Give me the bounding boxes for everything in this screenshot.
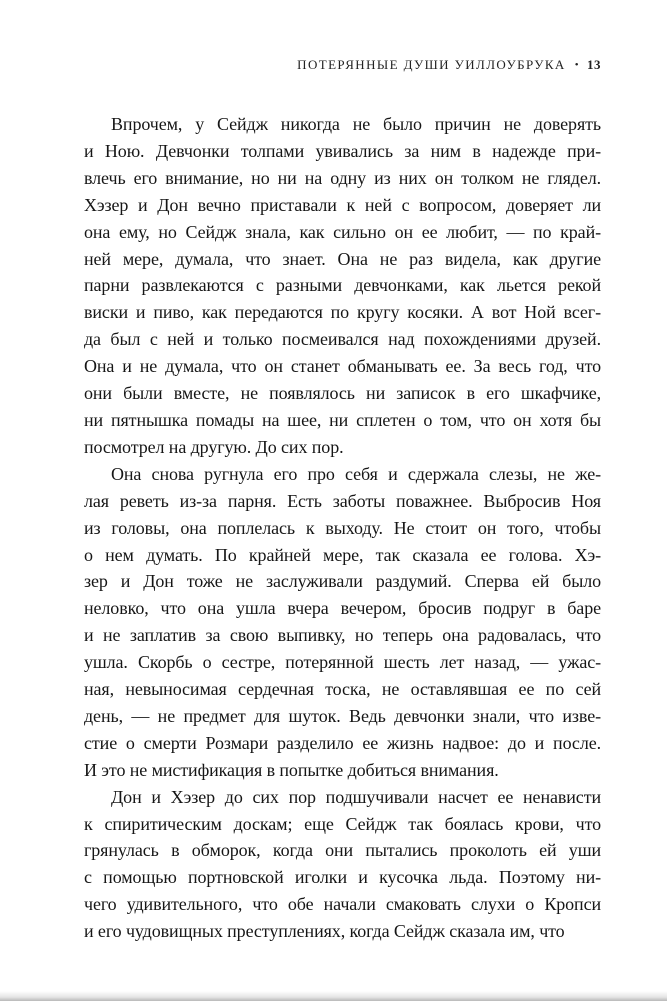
text-line: Она и не думала, что он станет обманывать ее. За весь год, что: [84, 356, 601, 377]
text-line: посмотрел на другую. До сих пор.: [84, 436, 344, 457]
paragraph: [84, 111, 601, 461]
text-line: виски и пиво, как передаются по кругу косяки. А вот Ной всег-: [84, 302, 601, 323]
text-line: из головы, она поплелась к выходу. Не стоит он того, чтобы: [84, 517, 601, 538]
text-line: грянулась в обморок, когда они пытались проколоть ей уши: [84, 840, 601, 861]
text-line: они были вместе, не появлялось ни записок в его шкафчике,: [84, 383, 601, 404]
text-line: с помощью портновской иголки и кусочка льда. Поэтому ни-: [84, 867, 601, 888]
text-line: и его чудовищных преступлениях, когда Сейдж сказала им, что: [84, 921, 565, 942]
text-line: И это не мистификация в попытке добиться внимания.: [84, 759, 499, 780]
text-line: да был с ней и только посмеивался над похождениями друзей.: [84, 329, 601, 350]
running-header: [84, 57, 601, 73]
text-line: к спиритическим доскам; еще Сейдж так боялась крови, что: [84, 813, 601, 834]
text-line: ни пятнышка помады на шее, ни сплетен о том, что он хотя бы: [84, 409, 601, 430]
text-line: парни развлекаются с разными девчонками, как льется рекой: [84, 275, 601, 296]
text-line: ушла. Скорбь о сестре, потерянной шесть лет назад, — ужас-: [84, 652, 601, 673]
text-line: Хэзер и Дон вечно приставали к ней с вопросом, доверяет ли: [84, 194, 601, 215]
text-line: и Ною. Девчонки толпами увивались за ним в надежде при-: [84, 140, 601, 161]
text-line: день, — не предмет для шуток. Ведь девчонки знали, что изве-: [84, 705, 601, 726]
text-line: Впрочем, у Сейдж никогда не было причин не доверять: [111, 114, 601, 134]
header-separator: •: [574, 59, 580, 71]
paragraph: [84, 461, 601, 784]
text-line: она ему, но Сейдж знала, как сильно он ее любит, — по край-: [84, 221, 601, 242]
text-line: стие о смерти Розмари разделило ее жизнь надвое: до и после.: [84, 732, 601, 753]
text-line: о нем думать. По крайней мере, так сказала ее голова. Хэ-: [84, 544, 601, 565]
running-title: ПОТЕРЯННЫЕ ДУШИ УИЛЛОУБРУКА: [297, 57, 566, 72]
text-line: и не заплатив за свою выпивку, но теперь она радовалась, что: [84, 625, 601, 646]
text-line: ней мере, думала, что знает. Она не раз видела, как другие: [84, 248, 601, 269]
text-line: Дон и Хэзер до сих пор подшучивали насчет ее ненависти: [111, 786, 601, 807]
text-line: Она снова ругнула его про себя и сдержала слезы, не же-: [111, 463, 601, 484]
text-line: влечь его внимание, но ни на одну из них он толком не глядел.: [84, 167, 601, 188]
text-line: лая реветь из-за парня. Есть заботы поважнее. Выбросив Ноя: [84, 490, 601, 511]
text-line: чего удивительного, что обе начали смаковать слухи о Кропси: [84, 894, 601, 915]
paragraph: [84, 784, 601, 945]
page-bottom-shadow: [0, 991, 667, 1001]
page-number: 13: [587, 57, 601, 72]
text-line: ная, невыносимая сердечная тоска, не оставлявшая ее по сей: [84, 679, 601, 700]
text-line: неловко, что она ушла вчера вечером, бросив подруг в баре: [84, 598, 601, 619]
text-line: зер и Дон тоже не заслуживали раздумий. Сперва ей было: [84, 571, 601, 592]
page-text: [84, 111, 601, 945]
